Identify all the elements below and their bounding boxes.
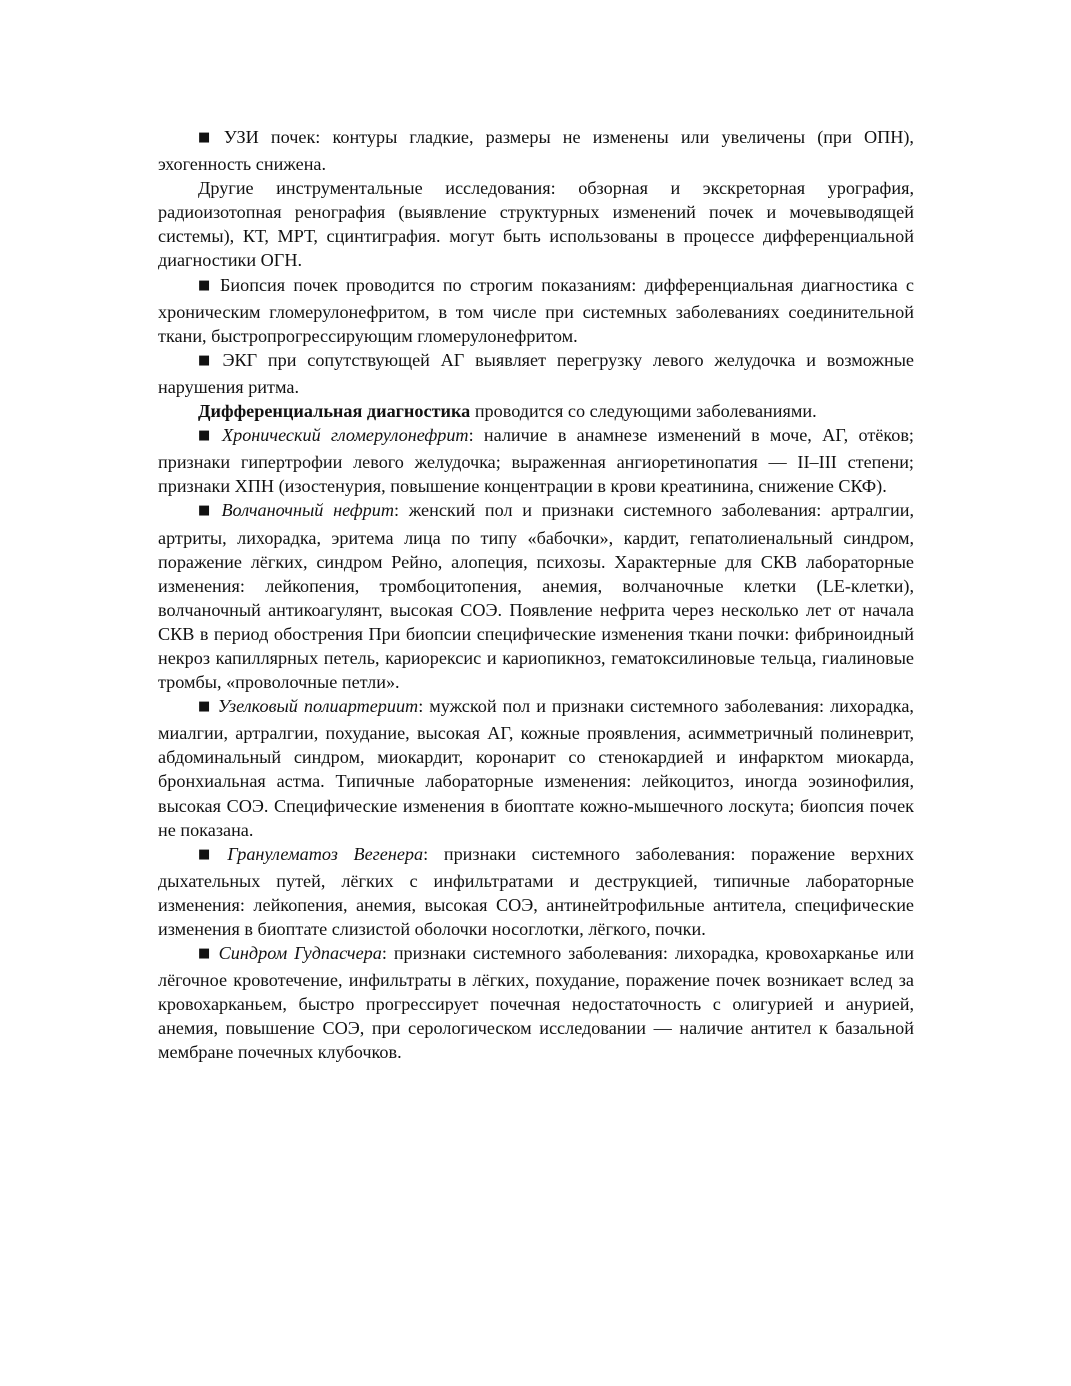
section-heading-term: Дифференциальная диагностика: [198, 401, 471, 422]
paragraph-text: Биопсия почек проводится по строгим показаниям: дифференциальная диагностика с хроническим гломерулонефритом, в том числе при системных заболеваниях соединительной ткани, быстропрогрессирующим гломерулонефритом.: [158, 274, 914, 346]
paragraph-text: : признаки системного заболевания: поражение верхних дыхательных путей, лёгких с инфильтратами и деструкцией, типичные лабораторные изменения: лейкопения, анемия, высокая СОЭ, антинейтрофильные антитела, специфические изменения в биоптате слизистой оболочки носоглотки, лёгкого, почки.: [158, 843, 914, 939]
paragraph-text: УЗИ почек: контуры гладкие, размеры не изменены или увеличены (при ОПН), эхогенность снижена.: [158, 127, 914, 175]
paragraph-chronic-glomerulonephritis: [158, 423, 914, 498]
paragraph-text: : мужской пол и признаки системного заболевания: лихорадка, миалгии, артралгии, похудание, высокая АГ, кожные проявления, асимметричный полиневрит, абдоминальный синдром, миокардит, коронарит со стенокардией и инфарктом миокарда, бронхиальная астма. Типичные лабораторные изменения: лейкоцитоз, иногда эозинофилия, высокая СОЭ. Специфические изменения в биоптате кожно-мышечного лоскута; биопсия почек не показана.: [158, 696, 914, 840]
document-page: [158, 125, 914, 1065]
paragraph-ecg: [158, 348, 914, 399]
disease-term: Хронический гломерулонефрит: [221, 425, 469, 446]
bullet-square-icon: ■: [198, 699, 212, 715]
disease-term: Гранулематоз Вегенера: [227, 843, 424, 864]
paragraph-goodpasture-syndrome: [158, 941, 914, 1064]
disease-term: Синдром Гудпасчера: [218, 943, 382, 964]
paragraph-text: проводится со следующими заболеваниями.: [470, 401, 817, 422]
paragraph-text: : женский пол и признаки системного заболевания: артралгии, артриты, лихорадка, эритема лица по типу «бабочки», кардит, гепатолиенальный синдром, поражение лёгких, синдром Рейно, алопеция, психозы. Характерные для СКВ лабораторные изменения: лейкопения, тромбоцитопения, анемия, волчаночные клетки (LE-клетки), волчаночный антикоагулянт, высокая СОЭ. Появление нефрита через несколько лет от начала СКВ в период обострения При биопсии специфические изменения ткани почки: фибриноидный некроз капиллярных петель, кариорексис и кариопикноз, гематоксилиновые тельца, гиалиновые тромбы, «проволочные петли».: [158, 500, 915, 693]
paragraph-differential-diagnosis: [158, 399, 914, 423]
bullet-square-icon: ■: [198, 130, 218, 145]
paragraph-lupus-nephritis: [158, 498, 914, 694]
paragraph-text: Другие инструментальные исследования: обзорная и экскреторная урография, радиоизотопная ренография (выявление структурных изменений почек и мочевыводящей системы), КТ, МРТ, сцинтиграфия. могут быть использованы в процессе дифференциальной диагностики ОГН.: [158, 178, 914, 271]
bullet-square-icon: ■: [198, 428, 216, 444]
paragraph-kidney-biopsy: [158, 273, 914, 348]
paragraph-text: : признаки системного заболевания: лихорадка, кровохарканье или лёгочное кровотечение, инфильтраты в лёгких, похудание, поражение почек возникает вслед за кровохарканьем, быстро прогрессирует почечная недостаточность с олигурией и анурией, анемия, повышение СОЭ, при серологическом исследовании — наличие антител к базальной мембране почечных клубочков.: [158, 943, 914, 1063]
paragraph-wegener-granulomatosis: [158, 842, 914, 941]
bullet-square-icon: ■: [198, 946, 213, 962]
bullet-square-icon: ■: [198, 352, 217, 368]
paragraph-polyarteritis-nodosa: [158, 694, 914, 842]
disease-term: Узелковый полиартериит: [217, 696, 419, 717]
disease-term: Волчаночный нефрит: [221, 500, 394, 521]
paragraph-text: : наличие в анамнезе изменений в моче, АГ, отёков; признаки гипертрофии левого желудочка; выраженная ангиоретинопатия — II–III степени; признаки ХПН (изостенурия, повышение концентрации в крови креатинина, снижение СКФ).: [158, 425, 914, 497]
bullet-square-icon: ■: [198, 846, 222, 862]
paragraph-text: ЭКГ при сопутствующей АГ выявляет перегрузку левого желудочка и возможные нарушения ритма.: [158, 349, 914, 397]
bullet-square-icon: ■: [198, 277, 214, 293]
paragraph-other-instrumental: [158, 176, 914, 272]
paragraph-kidney-ultrasound: [158, 125, 914, 176]
bullet-square-icon: ■: [198, 503, 216, 519]
